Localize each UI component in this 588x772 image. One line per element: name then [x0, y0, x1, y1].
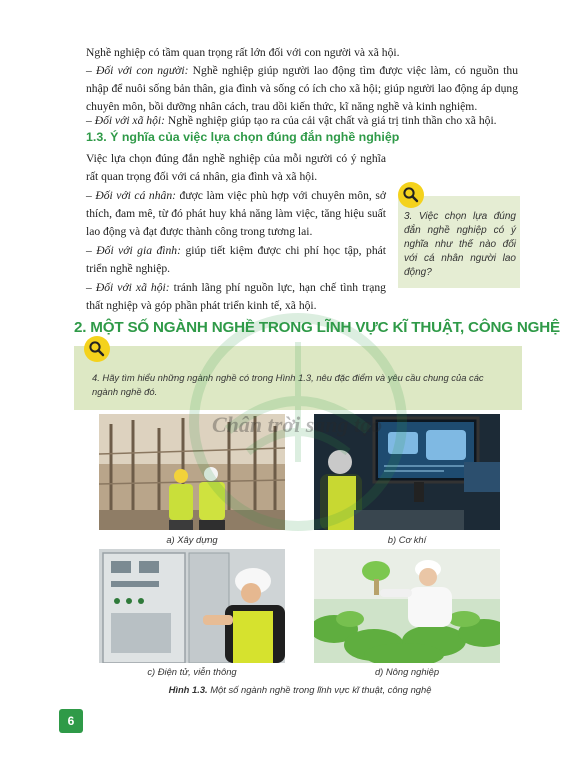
section-1-3-intro: Việc lựa chọn đúng đắn nghề nghiệp của mỗi người có ý nghĩa rất quan trọng đối với cá nhân, gia đình và xã hội. — [86, 152, 386, 183]
task-4-text: 4. Hãy tìm hiểu những ngành nghề có trong Hình 1.3, nêu đặc điểm và yêu cầu chung của các ngành nghề đó. — [92, 372, 484, 397]
construction-photo — [99, 414, 285, 530]
society-text: Nghề nghiệp giúp tạo ra của cải vật chất và giá trị tinh thần cho xã hội. — [164, 114, 497, 127]
mechanical-photo — [314, 414, 500, 530]
caption-a: a) Xây dựng — [166, 534, 218, 545]
page-number: 6 — [59, 709, 83, 733]
person-label: – Đối với con người: — [86, 64, 189, 77]
person-text: Nghề nghiệp giúp người lao động tìm được việc làm, có nguồn thu nhập để nuôi sống bản thân, gia đình và sống có ích cho xã hội; giúp người lao động áp dụng chuyên môn, bồi dưỡng nhân cách, trau dồi kiến thức, kĩ năng nghề và kinh nghiệm. — [86, 64, 518, 113]
question-3-text: 3. Việc chọn lựa đúng đắn nghề nghiệp có ý nghĩa như thế nào đối với cá nhân người lao động? — [404, 211, 516, 278]
individual-label: – Đối với cá nhân: — [86, 189, 176, 202]
society-label: – Đối với xã hội: — [86, 114, 165, 127]
intro-line: Nghề nghiệp có tầm quan trọng rất lớn đối với con người và xã hội. — [86, 46, 400, 59]
figure-caption-text: Một số ngành nghề trong lĩnh vực kĩ thuật, công nghệ — [207, 684, 432, 695]
intro-person-paragraph — [86, 62, 518, 116]
family-paragraph — [86, 242, 386, 278]
search-icon — [398, 182, 424, 208]
individual-paragraph — [86, 187, 386, 241]
watermark-text: Chân trời sáng tạo — [212, 412, 383, 437]
caption-d: d) Nông nghiệp — [374, 666, 440, 677]
individual-text: được làm việc phù hợp với chuyên môn, sở thích, đam mê, từ đó phát huy khả năng làm việc, tăng hiệu suất lao động và đạt được thành công trong tương lai. — [86, 189, 386, 238]
search-icon — [84, 336, 110, 362]
agriculture-photo — [314, 549, 500, 663]
caption-c: c) Điện tử, viễn thông — [147, 666, 237, 677]
section-2-title: 2. MỘT SỐ NGÀNH NGHỀ TRONG LĨNH VỰC KĨ THUẬT, CÔNG NGHỆ — [74, 319, 560, 336]
family-label: – Đối với gia đình: — [86, 244, 181, 257]
society-paragraph-2 — [86, 279, 386, 315]
electronics-photo — [99, 549, 285, 663]
intro-society-paragraph — [86, 112, 518, 130]
caption-b: b) Cơ khí — [387, 534, 427, 545]
figure-caption — [100, 684, 500, 695]
society-text-2: tránh lãng phí nguồn lực, hạn chế tình trạng thất nghiệp và góp phần phát triển kinh tế, xã hội. — [86, 281, 386, 312]
section-1-3-heading: 1.3. Ý nghĩa của việc lựa chọn đúng đắn nghề nghiệp — [86, 130, 400, 144]
family-text: giúp tiết kiệm được chi phí học tập, phát triển nghề nghiệp. — [86, 244, 387, 275]
society-label-2: – Đối với xã hội: — [86, 281, 170, 294]
figure-caption-label: Hình 1.3. — [168, 684, 208, 695]
